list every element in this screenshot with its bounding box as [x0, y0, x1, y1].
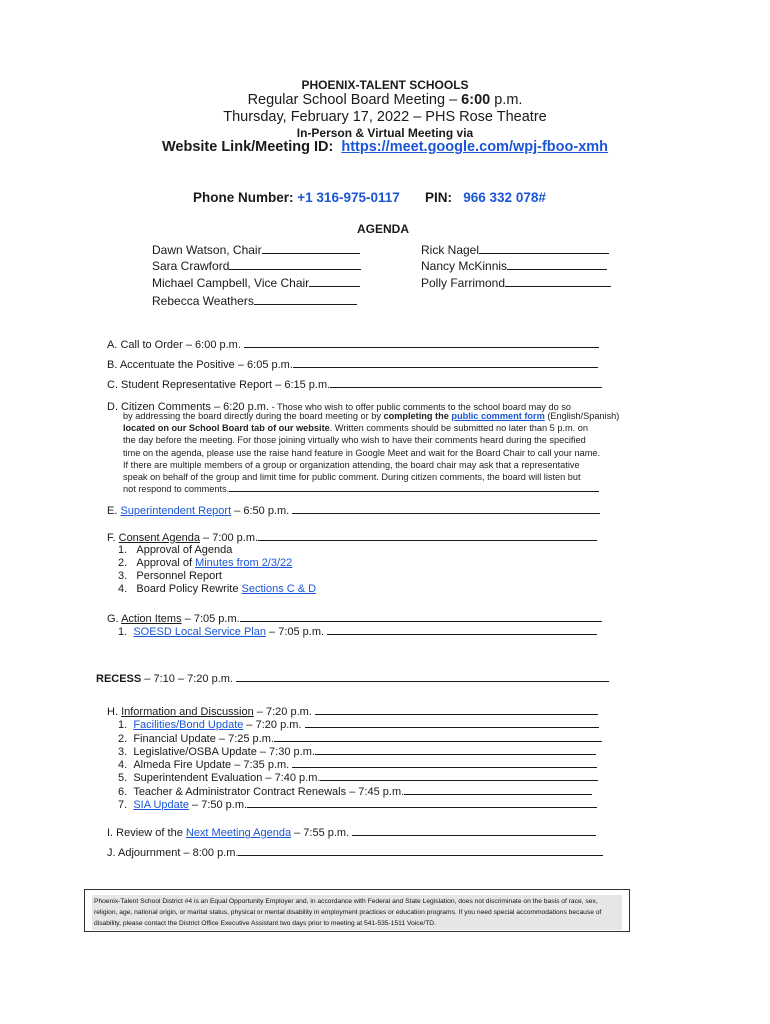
phone-line: Phone Number: +1 316-975-0117: [193, 190, 400, 205]
recess: RECESS – 7:10 – 7:20 p.m.: [96, 671, 609, 685]
meeting-date-location: Thursday, February 17, 2022 – PHS Rose Theatre: [223, 109, 547, 125]
item-e: E. Superintendent Report – 6:50 p.m.: [107, 503, 600, 517]
item-h-3: 3. Legislative/OSBA Update – 7:30 p.m.: [118, 744, 596, 758]
agenda-heading: AGENDA: [357, 222, 410, 236]
item-i: I. Review of the Next Meeting Agenda – 7:55 p.m.: [107, 825, 596, 839]
item-f-1: 1. Approval of Agenda: [118, 544, 233, 556]
meeting-link[interactable]: https://meet.google.com/wpj-fboo-xmh: [341, 139, 609, 155]
pin-line: PIN: 966 332 078#: [425, 190, 546, 205]
facilities-bond-link[interactable]: Facilities/Bond Update: [133, 719, 244, 731]
item-b: B. Accentuate the Positive – 6:05 p.m.: [107, 357, 598, 371]
member-left-2: Sara Crawford: [152, 259, 361, 273]
member-left-3: Michael Campbell, Vice Chair: [152, 276, 360, 290]
member-left-4: Rebecca Weathers: [152, 294, 357, 308]
item-d: D. Citizen Comments – 6:20 p.m. - Those who wish to offer public comments to the school board may do so: [107, 401, 571, 413]
item-f-2: 2. Approval of Minutes from 2/3/22: [118, 557, 293, 569]
meeting-title: Regular School Board Meeting – 6:00 p.m.: [247, 92, 523, 108]
member-right-2: Nancy McKinnis: [421, 259, 607, 273]
item-h: H. Information and Discussion – 7:20 p.m.: [107, 704, 598, 718]
member-right-1: Rick Nagel: [421, 243, 609, 257]
item-h-1: 1. Facilities/Bond Update – 7:20 p.m.: [118, 717, 599, 731]
member-left-1: Dawn Watson, Chair: [152, 243, 360, 257]
meeting-link-line: Website Link/Meeting ID: https://meet.google.com/wpj-fboo-xmh: [161, 139, 609, 155]
meeting-mode: In-Person & Virtual Meeting via: [296, 126, 474, 140]
org-title: PHOENIX-TALENT SCHOOLS: [301, 78, 469, 92]
item-a: A. Call to Order – 6:00 p.m.: [107, 337, 599, 351]
service-plan-link[interactable]: SOESD Local Service Plan: [133, 626, 266, 638]
item-f: F. Consent Agenda – 7:00 p.m.: [107, 530, 597, 544]
item-f-3: 3. Personnel Report: [118, 570, 222, 582]
sia-update-link[interactable]: SIA Update: [133, 799, 189, 811]
phone-number[interactable]: +1 316-975-0117: [297, 190, 400, 205]
item-f-4: 4. Board Policy Rewrite Sections C & D: [118, 583, 317, 595]
item-g-1: 1. SOESD Local Service Plan – 7:05 p.m.: [118, 624, 597, 638]
item-h-5: 5. Superintendent Evaluation – 7:40 p.m.: [118, 770, 598, 784]
item-h-7: 7. SIA Update – 7:50 p.m.: [118, 797, 597, 811]
item-h-4: 4. Almeda Fire Update – 7:35 p.m.: [118, 757, 597, 771]
next-meeting-agenda-link[interactable]: Next Meeting Agenda: [185, 827, 292, 839]
item-d-text: by addressing the board directly during the board meeting or by completing the public comment form (English/Spanish) located on our School Board tab of our website. Written comments should be submitted no later than 5 p.m. on the day before the meeting. For those joining virtually who wish to have their comments heard during the specified time on the agenda, please use the raise hand feature in Google Meet and wait for the Board Chair to call your name. If there are multiple members of a group or organization attending, the board chair may ask that a representative speak on behalf of the group and limit time for public comment. During citizen comments, the board will listen but not respond to comments.: [123, 411, 620, 495]
item-c: C. Student Representative Report – 6:15 p.m.: [107, 377, 602, 391]
nondiscrimination-notice: Phoenix-Talent School District #4 is an Equal Opportunity Employer and, in accordance with Federal and State Legislation, does not discriminate on the basis of race, sex, religion, age, national origin, or marital status, physical or mental disability in employment practices or education programs. If you need special accommodations because of disability, please contact the District Office Executive Assistant two days prior to meeting at 541-535-1511 Voice/TD.: [84, 889, 630, 932]
item-j: J. Adjournment – 8:00 p.m.: [107, 845, 603, 859]
member-right-3: Polly Farrimond: [421, 276, 611, 290]
policy-sections-link[interactable]: Sections C & D: [241, 583, 317, 595]
item-h-6: 6. Teacher & Administrator Contract Renewals – 7:45 p.m.: [118, 784, 592, 798]
superintendent-report-link[interactable]: Superintendent Report: [120, 505, 232, 517]
minutes-link[interactable]: Minutes from 2/3/22: [195, 557, 293, 569]
public-comment-form-link[interactable]: public comment form: [451, 411, 545, 421]
item-h-2: 2. Financial Update – 7:25 p.m.: [118, 731, 602, 745]
item-g: G. Action Items – 7:05 p.m.: [107, 611, 602, 625]
